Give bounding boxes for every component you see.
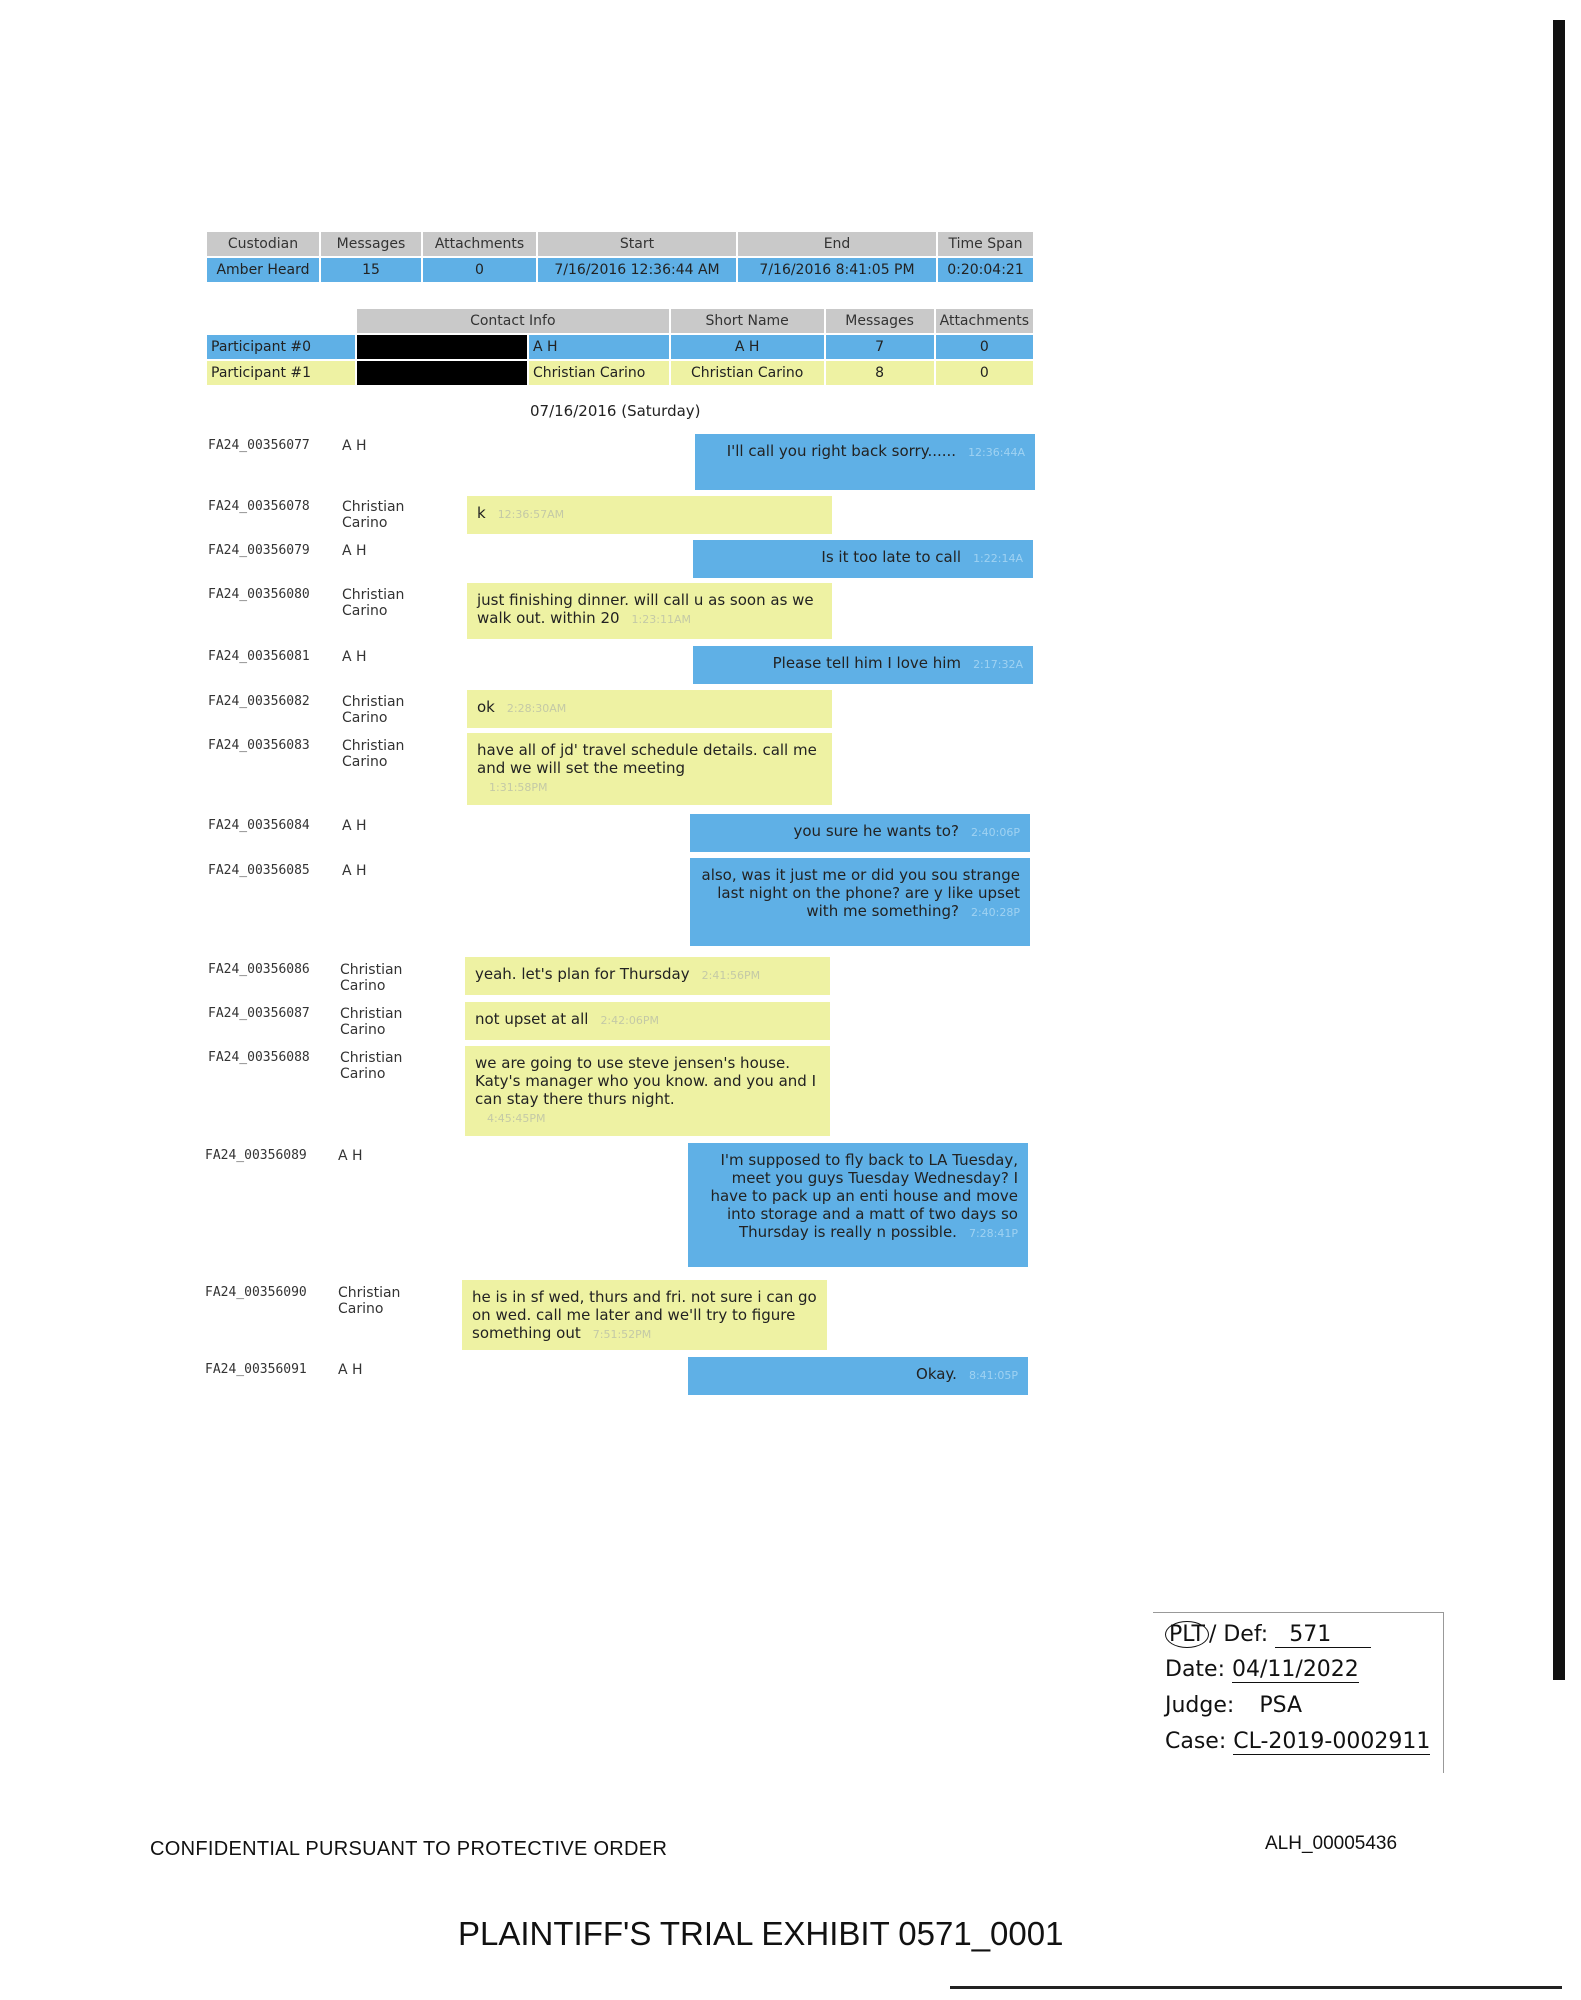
exhibit-number: 571 (1275, 1622, 1371, 1648)
date-value: 04/11/2022 (1232, 1657, 1359, 1682)
message-sender: A H (338, 1362, 363, 1378)
participant-attachments: 0 (936, 335, 1033, 359)
message-bubble-ah (693, 646, 1033, 684)
participants-header-cell: Contact Info (357, 309, 669, 333)
message-time: 1:22:14A (973, 552, 1023, 565)
message-text: yeah. let's plan for Thursday (475, 965, 690, 983)
message-sender: Christian Carino (342, 738, 405, 770)
participants-header-cell: Messages (826, 309, 934, 333)
summary-cell: 15 (321, 258, 421, 282)
summary-header-cell: Attachments (423, 232, 536, 256)
exhibit-label: PLAINTIFF'S TRIAL EXHIBIT 0571_0001 (458, 1915, 1064, 1952)
message-bubble-cc (465, 1046, 830, 1136)
message-sender: A H (342, 543, 367, 559)
participant-short-name: Christian Carino (671, 361, 824, 385)
message-bubble-cc (462, 1280, 827, 1350)
message-id: FA24_00356084 (208, 818, 310, 833)
case-label: Case: (1165, 1729, 1227, 1754)
message-text: have all of jd' travel schedule details. call me and we will set the meeting (477, 741, 817, 777)
custodian-summary-table (205, 230, 1035, 284)
message-text: Okay. (916, 1365, 957, 1383)
message-bubble-cc (467, 583, 832, 639)
message-sender: Christian Carino (340, 1006, 403, 1038)
summary-cell: Amber Heard (207, 258, 319, 282)
participants-table (205, 307, 1035, 387)
message-text: Is it too late to call (821, 548, 962, 566)
plt-circled-label: PLT (1165, 1621, 1209, 1648)
message-id: FA24_00356082 (208, 694, 310, 709)
redaction-box (357, 361, 527, 385)
summary-header-cell: Start (538, 232, 736, 256)
message-id: FA24_00356085 (208, 863, 310, 878)
message-bubble-ah (695, 434, 1035, 490)
summary-header-cell: Messages (321, 232, 421, 256)
message-id: FA24_00356089 (205, 1148, 307, 1163)
message-id: FA24_00356081 (208, 649, 310, 664)
message-bubble-cc (465, 957, 830, 995)
sticker-party-row (1165, 1621, 1371, 1648)
scan-edge-bar (1553, 20, 1565, 1680)
message-text: Please tell him I love him (772, 654, 962, 672)
message-id: FA24_00356080 (208, 587, 310, 602)
message-time: 7:28:41P (968, 1227, 1018, 1240)
participant-contact: A H (529, 335, 669, 359)
message-id: FA24_00356079 (208, 543, 310, 558)
message-sender: Christian Carino (340, 1050, 403, 1082)
message-time: 7:51:52PM (592, 1328, 652, 1341)
message-sender: Christian Carino (342, 694, 405, 726)
message-text: k (477, 504, 486, 522)
message-sender: Christian Carino (338, 1285, 401, 1317)
message-text: just finishing dinner. will call u as soon as we walk out. within 20 (477, 591, 814, 627)
message-time: 2:17:32A (973, 658, 1023, 671)
summary-header-cell: Time Span (938, 232, 1033, 256)
message-sender: A H (342, 438, 367, 454)
participant-label: Participant #1 (207, 361, 355, 385)
summary-cell: 0 (423, 258, 536, 282)
message-bubble-cc (467, 733, 832, 805)
message-text: he is in sf wed, thurs and fri. not sure i can go on wed. call me later and we'll try to figure something out (472, 1288, 817, 1342)
message-time: 2:28:30AM (506, 702, 567, 715)
message-id: FA24_00356088 (208, 1050, 310, 1065)
summary-cell: 0:20:04:21 (938, 258, 1033, 282)
participant-short-name: A H (671, 335, 824, 359)
participants-header-blank (207, 309, 355, 333)
message-id: FA24_00356078 (208, 499, 310, 514)
message-bubble-ah (688, 1143, 1028, 1267)
message-text: you sure he wants to? (793, 822, 959, 840)
message-bubble-ah (688, 1357, 1028, 1395)
summary-header-cell: End (738, 232, 936, 256)
confidentiality-notice: CONFIDENTIAL PURSUANT TO PROTECTIVE ORDER (150, 1838, 668, 1860)
message-time: 2:41:56PM (701, 969, 761, 982)
message-sender: Christian Carino (342, 499, 405, 531)
message-sender: Christian Carino (342, 587, 405, 619)
judge-label: Judge: (1165, 1693, 1235, 1718)
message-sender: A H (338, 1148, 363, 1164)
message-time: 4:45:45PM (487, 1112, 546, 1125)
exhibit-sticker (1153, 1612, 1444, 1773)
message-id: FA24_00356077 (208, 438, 310, 453)
participant-contact: Christian Carino (529, 361, 669, 385)
scan-bottom-line (950, 1986, 1562, 1989)
participant-messages: 7 (826, 335, 934, 359)
redaction-box (357, 335, 527, 359)
sticker-date-row (1165, 1657, 1359, 1682)
message-text: ok (477, 698, 495, 716)
participants-header-cell: Attachments (936, 309, 1033, 333)
message-id: FA24_00356091 (205, 1362, 307, 1377)
message-text: I'm supposed to fly back to LA Tuesday, meet you guys Tuesday Wednesday? I have to pack up an enti house and move into storage and a matt of two days so Thursday is really n possible. (710, 1151, 1018, 1241)
message-text: I'll call you right back sorry...... (726, 442, 957, 460)
participants-header-cell: Short Name (671, 309, 824, 333)
message-bubble-cc (467, 496, 832, 534)
summary-data-row (207, 258, 1033, 282)
message-sender: A H (342, 649, 367, 665)
message-time: 12:36:57AM (497, 508, 565, 521)
sticker-judge-row (1165, 1693, 1302, 1718)
message-id: FA24_00356090 (205, 1285, 307, 1300)
message-id: FA24_00356087 (208, 1006, 310, 1021)
message-time: 2:42:06PM (600, 1014, 659, 1027)
judge-value: PSA (1259, 1693, 1303, 1718)
message-bubble-cc (465, 1002, 830, 1040)
participant-label: Participant #0 (207, 335, 355, 359)
message-text: not upset at all (475, 1010, 589, 1028)
sticker-case-row (1165, 1729, 1430, 1754)
message-time: 2:40:28P (970, 906, 1020, 919)
message-bubble-ah (693, 540, 1033, 578)
message-time: 2:40:06P (970, 826, 1020, 839)
message-bubble-ah (690, 858, 1030, 946)
message-time: 1:23:11AM (631, 613, 691, 626)
summary-header-cell: Custodian (207, 232, 319, 256)
summary-header-row (207, 232, 1033, 256)
message-time: 8:41:05P (968, 1369, 1018, 1382)
participant-messages: 8 (826, 361, 934, 385)
date-heading: 07/16/2016 (Saturday) (530, 402, 701, 420)
message-sender: Christian Carino (340, 962, 403, 994)
message-id: FA24_00356086 (208, 962, 310, 977)
participant-row (207, 361, 1033, 385)
summary-cell: 7/16/2016 12:36:44 AM (538, 258, 736, 282)
message-sender: A H (342, 863, 367, 879)
message-time: 12:36:44A (968, 446, 1025, 459)
date-label: Date: (1165, 1657, 1225, 1682)
message-id: FA24_00356083 (208, 738, 310, 753)
message-text: also, was it just me or did you sou strange last night on the phone? are y like upset with me something? (701, 866, 1020, 920)
message-time: 1:31:58PM (489, 781, 548, 794)
def-label: / Def: (1208, 1622, 1269, 1647)
message-sender: A H (342, 818, 367, 834)
case-value: CL-2019-0002911 (1233, 1729, 1431, 1754)
message-bubble-cc (467, 690, 832, 728)
participants-header-row (207, 309, 1033, 333)
bates-number: ALH_00005436 (1265, 1833, 1398, 1854)
participant-row (207, 335, 1033, 359)
summary-cell: 7/16/2016 8:41:05 PM (738, 258, 936, 282)
message-bubble-ah (690, 814, 1030, 852)
participant-attachments: 0 (936, 361, 1033, 385)
message-text: we are going to use steve jensen's house. Katy's manager who you know. and you and I can stay there thurs night. (475, 1054, 816, 1108)
